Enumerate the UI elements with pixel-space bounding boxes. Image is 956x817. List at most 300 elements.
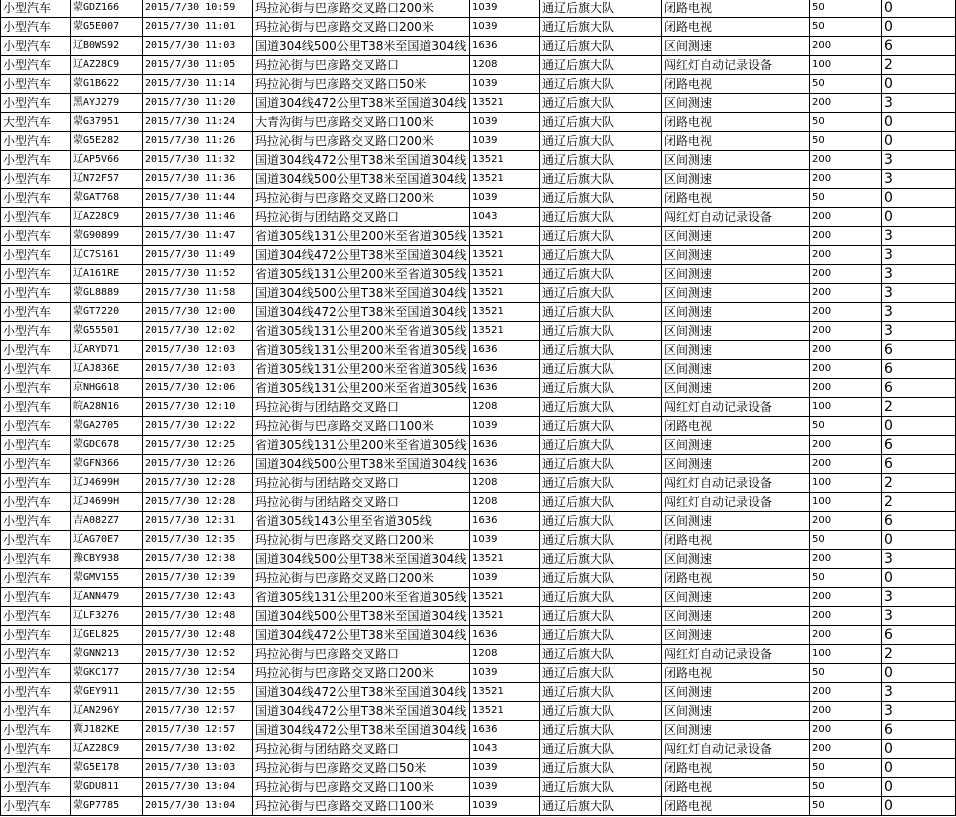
- table-row[interactable]: [1, 0, 956, 18]
- violation-code-cell[interactable]: 13521: [470, 322, 540, 341]
- location-cell[interactable]: 国道304线472公里T38米至国道304线: [253, 94, 470, 113]
- fine-amount-cell[interactable]: 100: [810, 398, 882, 417]
- timestamp-cell[interactable]: 2015/7/30 11:36: [143, 170, 253, 189]
- violation-code-cell[interactable]: 1039: [470, 18, 540, 37]
- device-type-cell[interactable]: 区间测速: [662, 284, 810, 303]
- device-type-cell[interactable]: 区间测速: [662, 322, 810, 341]
- vehicle-type-cell[interactable]: 小型汽车: [1, 588, 71, 607]
- points-cell[interactable]: 0: [882, 740, 956, 759]
- plate-number-cell[interactable]: 豫CBY938: [71, 550, 143, 569]
- violation-code-cell[interactable]: 1208: [470, 56, 540, 75]
- device-type-cell[interactable]: 闯红灯自动记录设备: [662, 645, 810, 664]
- violation-code-cell[interactable]: 13521: [470, 303, 540, 322]
- vehicle-type-cell[interactable]: 小型汽车: [1, 493, 71, 512]
- device-type-cell[interactable]: 区间测速: [662, 170, 810, 189]
- vehicle-type-cell[interactable]: 小型汽车: [1, 56, 71, 75]
- plate-number-cell[interactable]: 蒙G55501: [71, 322, 143, 341]
- table-row[interactable]: [1, 56, 956, 75]
- table-row[interactable]: [1, 607, 956, 626]
- fine-amount-cell[interactable]: 200: [810, 303, 882, 322]
- plate-number-cell[interactable]: 辽J4699H: [71, 493, 143, 512]
- violation-code-cell[interactable]: 1636: [470, 455, 540, 474]
- timestamp-cell[interactable]: 2015/7/30 12:35: [143, 531, 253, 550]
- fine-amount-cell[interactable]: 200: [810, 341, 882, 360]
- location-cell[interactable]: 国道304线500公里T38米至国道304线: [253, 284, 470, 303]
- vehicle-type-cell[interactable]: 小型汽车: [1, 360, 71, 379]
- plate-number-cell[interactable]: 蒙GDU811: [71, 778, 143, 797]
- fine-amount-cell[interactable]: 200: [810, 550, 882, 569]
- timestamp-cell[interactable]: 2015/7/30 11:52: [143, 265, 253, 284]
- vehicle-type-cell[interactable]: 小型汽车: [1, 455, 71, 474]
- table-row[interactable]: [1, 398, 956, 417]
- timestamp-cell[interactable]: 2015/7/30 12:03: [143, 360, 253, 379]
- brigade-cell[interactable]: 通辽后旗大队: [540, 455, 662, 474]
- plate-number-cell[interactable]: 蒙GKC177: [71, 664, 143, 683]
- points-cell[interactable]: 3: [882, 303, 956, 322]
- points-cell[interactable]: 3: [882, 588, 956, 607]
- timestamp-cell[interactable]: 2015/7/30 12:43: [143, 588, 253, 607]
- location-cell[interactable]: 玛拉沁街与团结路交叉路口: [253, 474, 470, 493]
- points-cell[interactable]: 3: [882, 246, 956, 265]
- points-cell[interactable]: 3: [882, 170, 956, 189]
- timestamp-cell[interactable]: 2015/7/30 12:28: [143, 474, 253, 493]
- device-type-cell[interactable]: 区间测速: [662, 512, 810, 531]
- timestamp-cell[interactable]: 2015/7/30 12:25: [143, 436, 253, 455]
- timestamp-cell[interactable]: 2015/7/30 11:49: [143, 246, 253, 265]
- table-row[interactable]: [1, 683, 956, 702]
- brigade-cell[interactable]: 通辽后旗大队: [540, 379, 662, 398]
- brigade-cell[interactable]: 通辽后旗大队: [540, 759, 662, 778]
- location-cell[interactable]: 玛拉沁街与团结路交叉路口: [253, 493, 470, 512]
- points-cell[interactable]: 0: [882, 759, 956, 778]
- device-type-cell[interactable]: 闭路电视: [662, 132, 810, 151]
- vehicle-type-cell[interactable]: 小型汽车: [1, 94, 71, 113]
- plate-number-cell[interactable]: 皖A28N16: [71, 398, 143, 417]
- location-cell[interactable]: 玛拉沁街与巴彦路交叉路口: [253, 56, 470, 75]
- vehicle-type-cell[interactable]: 小型汽车: [1, 265, 71, 284]
- timestamp-cell[interactable]: 2015/7/30 12:06: [143, 379, 253, 398]
- violation-code-cell[interactable]: 13521: [470, 227, 540, 246]
- plate-number-cell[interactable]: 蒙G5E007: [71, 18, 143, 37]
- violation-code-cell[interactable]: 1039: [470, 113, 540, 132]
- timestamp-cell[interactable]: 2015/7/30 12:26: [143, 455, 253, 474]
- points-cell[interactable]: 0: [882, 531, 956, 550]
- points-cell[interactable]: 2: [882, 56, 956, 75]
- location-cell[interactable]: 省道305线131公里200米至省道305线: [253, 436, 470, 455]
- table-row[interactable]: [1, 94, 956, 113]
- violation-code-cell[interactable]: 1039: [470, 664, 540, 683]
- violation-code-cell[interactable]: 1208: [470, 493, 540, 512]
- brigade-cell[interactable]: 通辽后旗大队: [540, 341, 662, 360]
- brigade-cell[interactable]: 通辽后旗大队: [540, 0, 662, 18]
- table-row[interactable]: [1, 493, 956, 512]
- points-cell[interactable]: 6: [882, 436, 956, 455]
- device-type-cell[interactable]: 区间测速: [662, 265, 810, 284]
- table-row[interactable]: [1, 284, 956, 303]
- table-row[interactable]: [1, 37, 956, 56]
- violation-code-cell[interactable]: 1039: [470, 0, 540, 18]
- points-cell[interactable]: 6: [882, 455, 956, 474]
- vehicle-type-cell[interactable]: 小型汽车: [1, 702, 71, 721]
- violation-code-cell[interactable]: 1636: [470, 512, 540, 531]
- table-row[interactable]: [1, 626, 956, 645]
- timestamp-cell[interactable]: 2015/7/30 11:24: [143, 113, 253, 132]
- device-type-cell[interactable]: 区间测速: [662, 683, 810, 702]
- violation-code-cell[interactable]: 1636: [470, 379, 540, 398]
- location-cell[interactable]: 省道305线131公里200米至省道305线: [253, 265, 470, 284]
- fine-amount-cell[interactable]: 50: [810, 0, 882, 18]
- vehicle-type-cell[interactable]: 小型汽车: [1, 569, 71, 588]
- table-row[interactable]: [1, 645, 956, 664]
- plate-number-cell[interactable]: 辽GEL825: [71, 626, 143, 645]
- timestamp-cell[interactable]: 2015/7/30 11:20: [143, 94, 253, 113]
- fine-amount-cell[interactable]: 200: [810, 702, 882, 721]
- points-cell[interactable]: 2: [882, 474, 956, 493]
- points-cell[interactable]: 0: [882, 664, 956, 683]
- device-type-cell[interactable]: 区间测速: [662, 360, 810, 379]
- vehicle-type-cell[interactable]: 小型汽车: [1, 645, 71, 664]
- fine-amount-cell[interactable]: 200: [810, 455, 882, 474]
- timestamp-cell[interactable]: 2015/7/30 12:28: [143, 493, 253, 512]
- device-type-cell[interactable]: 闭路电视: [662, 113, 810, 132]
- table-row[interactable]: [1, 18, 956, 37]
- plate-number-cell[interactable]: 冀J182KE: [71, 721, 143, 740]
- device-type-cell[interactable]: 闭路电视: [662, 0, 810, 18]
- brigade-cell[interactable]: 通辽后旗大队: [540, 797, 662, 816]
- fine-amount-cell[interactable]: 200: [810, 151, 882, 170]
- timestamp-cell[interactable]: 2015/7/30 11:03: [143, 37, 253, 56]
- location-cell[interactable]: 玛拉沁街与巴彦路交叉路口100米: [253, 797, 470, 816]
- location-cell[interactable]: 国道304线500公里T38米至国道304线: [253, 550, 470, 569]
- timestamp-cell[interactable]: 2015/7/30 13:04: [143, 797, 253, 816]
- fine-amount-cell[interactable]: 200: [810, 379, 882, 398]
- fine-amount-cell[interactable]: 200: [810, 246, 882, 265]
- points-cell[interactable]: 0: [882, 189, 956, 208]
- location-cell[interactable]: 国道304线472公里T38米至国道304线: [253, 683, 470, 702]
- violation-code-cell[interactable]: 1636: [470, 626, 540, 645]
- device-type-cell[interactable]: 闭路电视: [662, 759, 810, 778]
- table-row[interactable]: [1, 569, 956, 588]
- violation-code-cell[interactable]: 1039: [470, 132, 540, 151]
- violation-code-cell[interactable]: 13521: [470, 683, 540, 702]
- device-type-cell[interactable]: 区间测速: [662, 702, 810, 721]
- brigade-cell[interactable]: 通辽后旗大队: [540, 664, 662, 683]
- fine-amount-cell[interactable]: 50: [810, 132, 882, 151]
- device-type-cell[interactable]: 区间测速: [662, 550, 810, 569]
- device-type-cell[interactable]: 闭路电视: [662, 18, 810, 37]
- violation-code-cell[interactable]: 13521: [470, 246, 540, 265]
- location-cell[interactable]: 玛拉沁街与巴彦路交叉路口200米: [253, 664, 470, 683]
- device-type-cell[interactable]: 闭路电视: [662, 189, 810, 208]
- timestamp-cell[interactable]: 2015/7/30 12:22: [143, 417, 253, 436]
- vehicle-type-cell[interactable]: 小型汽车: [1, 303, 71, 322]
- table-row[interactable]: [1, 740, 956, 759]
- fine-amount-cell[interactable]: 50: [810, 113, 882, 132]
- location-cell[interactable]: 省道305线131公里200米至省道305线: [253, 322, 470, 341]
- plate-number-cell[interactable]: 辽ANN479: [71, 588, 143, 607]
- plate-number-cell[interactable]: 辽A161RE: [71, 265, 143, 284]
- brigade-cell[interactable]: 通辽后旗大队: [540, 189, 662, 208]
- brigade-cell[interactable]: 通辽后旗大队: [540, 360, 662, 379]
- fine-amount-cell[interactable]: 100: [810, 56, 882, 75]
- fine-amount-cell[interactable]: 50: [810, 18, 882, 37]
- vehicle-type-cell[interactable]: 小型汽车: [1, 151, 71, 170]
- location-cell[interactable]: 玛拉沁街与巴彦路交叉路口50米: [253, 75, 470, 94]
- points-cell[interactable]: 3: [882, 322, 956, 341]
- fine-amount-cell[interactable]: 50: [810, 569, 882, 588]
- plate-number-cell[interactable]: 蒙GDC678: [71, 436, 143, 455]
- violation-code-cell[interactable]: 13521: [470, 265, 540, 284]
- fine-amount-cell[interactable]: 200: [810, 227, 882, 246]
- violation-code-cell[interactable]: 1636: [470, 37, 540, 56]
- brigade-cell[interactable]: 通辽后旗大队: [540, 170, 662, 189]
- device-type-cell[interactable]: 区间测速: [662, 227, 810, 246]
- location-cell[interactable]: 玛拉沁街与巴彦路交叉路口200米: [253, 569, 470, 588]
- vehicle-type-cell[interactable]: 小型汽车: [1, 398, 71, 417]
- fine-amount-cell[interactable]: 200: [810, 607, 882, 626]
- timestamp-cell[interactable]: 2015/7/30 12:10: [143, 398, 253, 417]
- points-cell[interactable]: 0: [882, 797, 956, 816]
- violation-code-cell[interactable]: 1039: [470, 417, 540, 436]
- fine-amount-cell[interactable]: 200: [810, 683, 882, 702]
- table-row[interactable]: [1, 550, 956, 569]
- location-cell[interactable]: 国道304线500公里T38米至国道304线: [253, 170, 470, 189]
- vehicle-type-cell[interactable]: 小型汽车: [1, 132, 71, 151]
- brigade-cell[interactable]: 通辽后旗大队: [540, 18, 662, 37]
- violation-code-cell[interactable]: 1043: [470, 208, 540, 227]
- device-type-cell[interactable]: 区间测速: [662, 721, 810, 740]
- location-cell[interactable]: 省道305线131公里200米至省道305线: [253, 379, 470, 398]
- violation-code-cell[interactable]: 1039: [470, 569, 540, 588]
- violation-code-cell[interactable]: 1039: [470, 778, 540, 797]
- brigade-cell[interactable]: 通辽后旗大队: [540, 37, 662, 56]
- device-type-cell[interactable]: 闭路电视: [662, 75, 810, 94]
- vehicle-type-cell[interactable]: 小型汽车: [1, 170, 71, 189]
- fine-amount-cell[interactable]: 200: [810, 265, 882, 284]
- table-row[interactable]: [1, 322, 956, 341]
- device-type-cell[interactable]: 区间测速: [662, 341, 810, 360]
- fine-amount-cell[interactable]: 50: [810, 531, 882, 550]
- plate-number-cell[interactable]: 蒙GMV155: [71, 569, 143, 588]
- table-row[interactable]: [1, 512, 956, 531]
- brigade-cell[interactable]: 通辽后旗大队: [540, 626, 662, 645]
- timestamp-cell[interactable]: 2015/7/30 12:57: [143, 721, 253, 740]
- brigade-cell[interactable]: 通辽后旗大队: [540, 56, 662, 75]
- timestamp-cell[interactable]: 2015/7/30 12:31: [143, 512, 253, 531]
- table-row[interactable]: [1, 75, 956, 94]
- points-cell[interactable]: 2: [882, 645, 956, 664]
- brigade-cell[interactable]: 通辽后旗大队: [540, 303, 662, 322]
- violation-code-cell[interactable]: 1039: [470, 759, 540, 778]
- device-type-cell[interactable]: 闯红灯自动记录设备: [662, 493, 810, 512]
- table-row[interactable]: [1, 265, 956, 284]
- brigade-cell[interactable]: 通辽后旗大队: [540, 75, 662, 94]
- timestamp-cell[interactable]: 2015/7/30 11:44: [143, 189, 253, 208]
- plate-number-cell[interactable]: 黑AYJ279: [71, 94, 143, 113]
- vehicle-type-cell[interactable]: 小型汽车: [1, 550, 71, 569]
- table-row[interactable]: [1, 588, 956, 607]
- violation-code-cell[interactable]: 1636: [470, 721, 540, 740]
- fine-amount-cell[interactable]: 50: [810, 75, 882, 94]
- location-cell[interactable]: 玛拉沁街与巴彦路交叉路口50米: [253, 759, 470, 778]
- brigade-cell[interactable]: 通辽后旗大队: [540, 778, 662, 797]
- timestamp-cell[interactable]: 2015/7/30 12:02: [143, 322, 253, 341]
- points-cell[interactable]: 3: [882, 265, 956, 284]
- vehicle-type-cell[interactable]: 小型汽车: [1, 683, 71, 702]
- points-cell[interactable]: 0: [882, 208, 956, 227]
- table-row[interactable]: [1, 436, 956, 455]
- table-row[interactable]: [1, 170, 956, 189]
- points-cell[interactable]: 3: [882, 683, 956, 702]
- brigade-cell[interactable]: 通辽后旗大队: [540, 702, 662, 721]
- plate-number-cell[interactable]: 辽AZ28C9: [71, 56, 143, 75]
- location-cell[interactable]: 省道305线131公里200米至省道305线: [253, 588, 470, 607]
- brigade-cell[interactable]: 通辽后旗大队: [540, 208, 662, 227]
- device-type-cell[interactable]: 区间测速: [662, 246, 810, 265]
- vehicle-type-cell[interactable]: 大型汽车: [1, 113, 71, 132]
- device-type-cell[interactable]: 区间测速: [662, 436, 810, 455]
- table-row[interactable]: [1, 455, 956, 474]
- location-cell[interactable]: 国道304线472公里T38米至国道304线: [253, 303, 470, 322]
- timestamp-cell[interactable]: 2015/7/30 13:03: [143, 759, 253, 778]
- timestamp-cell[interactable]: 2015/7/30 11:58: [143, 284, 253, 303]
- location-cell[interactable]: 玛拉沁街与巴彦路交叉路口200米: [253, 0, 470, 18]
- device-type-cell[interactable]: 区间测速: [662, 626, 810, 645]
- location-cell[interactable]: 国道304线472公里T38米至国道304线: [253, 702, 470, 721]
- vehicle-type-cell[interactable]: 小型汽车: [1, 512, 71, 531]
- brigade-cell[interactable]: 通辽后旗大队: [540, 227, 662, 246]
- points-cell[interactable]: 0: [882, 113, 956, 132]
- location-cell[interactable]: 玛拉沁街与团结路交叉路口: [253, 740, 470, 759]
- points-cell[interactable]: 3: [882, 607, 956, 626]
- fine-amount-cell[interactable]: 50: [810, 759, 882, 778]
- fine-amount-cell[interactable]: 200: [810, 626, 882, 645]
- location-cell[interactable]: 大青沟街与巴彦路交叉路口100米: [253, 113, 470, 132]
- device-type-cell[interactable]: 闯红灯自动记录设备: [662, 740, 810, 759]
- violation-code-cell[interactable]: 1636: [470, 360, 540, 379]
- timestamp-cell[interactable]: 2015/7/30 11:14: [143, 75, 253, 94]
- timestamp-cell[interactable]: 2015/7/30 12:48: [143, 607, 253, 626]
- fine-amount-cell[interactable]: 200: [810, 37, 882, 56]
- points-cell[interactable]: 3: [882, 227, 956, 246]
- timestamp-cell[interactable]: 2015/7/30 11:26: [143, 132, 253, 151]
- device-type-cell[interactable]: 区间测速: [662, 379, 810, 398]
- points-cell[interactable]: 0: [882, 778, 956, 797]
- device-type-cell[interactable]: 闭路电视: [662, 778, 810, 797]
- points-cell[interactable]: 3: [882, 284, 956, 303]
- device-type-cell[interactable]: 闯红灯自动记录设备: [662, 398, 810, 417]
- brigade-cell[interactable]: 通辽后旗大队: [540, 645, 662, 664]
- brigade-cell[interactable]: 通辽后旗大队: [540, 550, 662, 569]
- plate-number-cell[interactable]: 蒙G37951: [71, 113, 143, 132]
- points-cell[interactable]: 6: [882, 37, 956, 56]
- vehicle-type-cell[interactable]: 小型汽车: [1, 379, 71, 398]
- table-row[interactable]: [1, 132, 956, 151]
- plate-number-cell[interactable]: 蒙GNN213: [71, 645, 143, 664]
- location-cell[interactable]: 玛拉沁街与团结路交叉路口: [253, 398, 470, 417]
- vehicle-type-cell[interactable]: 小型汽车: [1, 284, 71, 303]
- device-type-cell[interactable]: 闯红灯自动记录设备: [662, 474, 810, 493]
- fine-amount-cell[interactable]: 50: [810, 189, 882, 208]
- plate-number-cell[interactable]: 辽C7S161: [71, 246, 143, 265]
- timestamp-cell[interactable]: 2015/7/30 12:38: [143, 550, 253, 569]
- vehicle-type-cell[interactable]: 小型汽车: [1, 474, 71, 493]
- plate-number-cell[interactable]: 蒙G5E282: [71, 132, 143, 151]
- vehicle-type-cell[interactable]: 小型汽车: [1, 626, 71, 645]
- location-cell[interactable]: 国道304线472公里T38米至国道304线: [253, 721, 470, 740]
- device-type-cell[interactable]: 闯红灯自动记录设备: [662, 56, 810, 75]
- plate-number-cell[interactable]: 辽B0WS92: [71, 37, 143, 56]
- plate-number-cell[interactable]: 蒙G1B622: [71, 75, 143, 94]
- timestamp-cell[interactable]: 2015/7/30 12:39: [143, 569, 253, 588]
- timestamp-cell[interactable]: 2015/7/30 12:00: [143, 303, 253, 322]
- points-cell[interactable]: 3: [882, 702, 956, 721]
- brigade-cell[interactable]: 通辽后旗大队: [540, 246, 662, 265]
- points-cell[interactable]: 0: [882, 417, 956, 436]
- table-row[interactable]: [1, 778, 956, 797]
- plate-number-cell[interactable]: 蒙G5E178: [71, 759, 143, 778]
- plate-number-cell[interactable]: 辽AZ28C9: [71, 740, 143, 759]
- table-row[interactable]: [1, 664, 956, 683]
- vehicle-type-cell[interactable]: 小型汽车: [1, 18, 71, 37]
- points-cell[interactable]: 6: [882, 626, 956, 645]
- points-cell[interactable]: 2: [882, 398, 956, 417]
- violation-code-cell[interactable]: 13521: [470, 170, 540, 189]
- vehicle-type-cell[interactable]: 小型汽车: [1, 436, 71, 455]
- fine-amount-cell[interactable]: 200: [810, 512, 882, 531]
- device-type-cell[interactable]: 闭路电视: [662, 797, 810, 816]
- vehicle-type-cell[interactable]: 小型汽车: [1, 246, 71, 265]
- location-cell[interactable]: 省道305线131公里200米至省道305线: [253, 341, 470, 360]
- fine-amount-cell[interactable]: 200: [810, 360, 882, 379]
- location-cell[interactable]: 玛拉沁街与巴彦路交叉路口200米: [253, 189, 470, 208]
- timestamp-cell[interactable]: 2015/7/30 11:01: [143, 18, 253, 37]
- device-type-cell[interactable]: 区间测速: [662, 151, 810, 170]
- device-type-cell[interactable]: 闭路电视: [662, 569, 810, 588]
- device-type-cell[interactable]: 区间测速: [662, 303, 810, 322]
- device-type-cell[interactable]: 区间测速: [662, 37, 810, 56]
- location-cell[interactable]: 国道304线472公里T38米至国道304线: [253, 246, 470, 265]
- location-cell[interactable]: 玛拉沁街与巴彦路交叉路口200米: [253, 18, 470, 37]
- timestamp-cell[interactable]: 2015/7/30 13:02: [143, 740, 253, 759]
- points-cell[interactable]: 3: [882, 94, 956, 113]
- device-type-cell[interactable]: 区间测速: [662, 94, 810, 113]
- timestamp-cell[interactable]: 2015/7/30 12:03: [143, 341, 253, 360]
- fine-amount-cell[interactable]: 50: [810, 417, 882, 436]
- fine-amount-cell[interactable]: 200: [810, 284, 882, 303]
- points-cell[interactable]: 6: [882, 512, 956, 531]
- brigade-cell[interactable]: 通辽后旗大队: [540, 398, 662, 417]
- brigade-cell[interactable]: 通辽后旗大队: [540, 512, 662, 531]
- plate-number-cell[interactable]: 辽LF3276: [71, 607, 143, 626]
- plate-number-cell[interactable]: 蒙GA2705: [71, 417, 143, 436]
- vehicle-type-cell[interactable]: 小型汽车: [1, 721, 71, 740]
- violation-code-cell[interactable]: 1039: [470, 797, 540, 816]
- violation-code-cell[interactable]: 1039: [470, 531, 540, 550]
- timestamp-cell[interactable]: 2015/7/30 11:47: [143, 227, 253, 246]
- violation-code-cell[interactable]: 1208: [470, 645, 540, 664]
- brigade-cell[interactable]: 通辽后旗大队: [540, 436, 662, 455]
- violation-code-cell[interactable]: 1636: [470, 436, 540, 455]
- timestamp-cell[interactable]: 2015/7/30 12:52: [143, 645, 253, 664]
- timestamp-cell[interactable]: 2015/7/30 12:55: [143, 683, 253, 702]
- location-cell[interactable]: 玛拉沁街与巴彦路交叉路口200米: [253, 132, 470, 151]
- timestamp-cell[interactable]: 2015/7/30 11:05: [143, 56, 253, 75]
- device-type-cell[interactable]: 闭路电视: [662, 531, 810, 550]
- timestamp-cell[interactable]: 2015/7/30 12:54: [143, 664, 253, 683]
- brigade-cell[interactable]: 通辽后旗大队: [540, 132, 662, 151]
- location-cell[interactable]: 国道304线500公里T38米至国道304线: [253, 607, 470, 626]
